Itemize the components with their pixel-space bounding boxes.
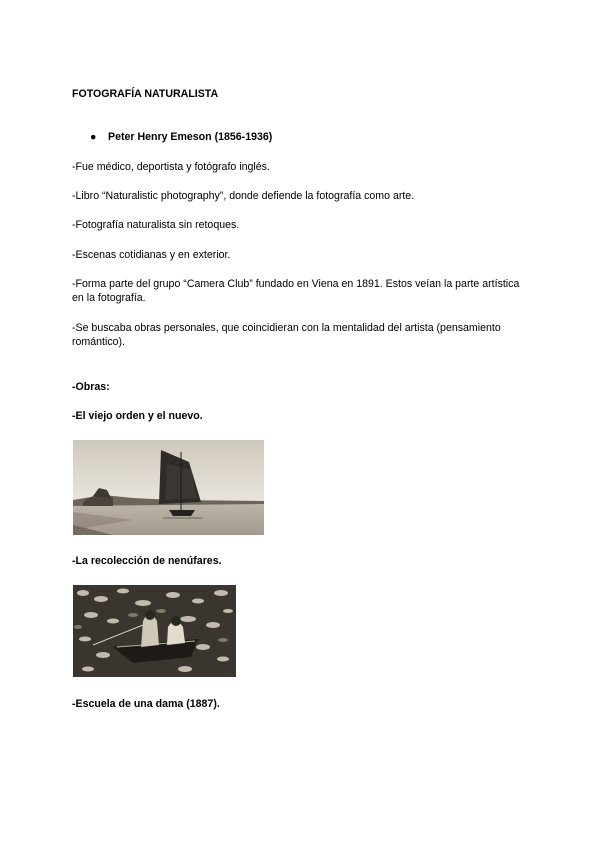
point-4: -Escenas cotidianas y en exterior. [72, 249, 231, 261]
point-2: -Libro “Naturalistic photography”, donde defiende la fotografía como arte. [72, 190, 415, 202]
point-1: -Fue médico, deportista y fotógrafo inglés. [72, 161, 270, 173]
point-3: -Fotografía naturalista sin retoques. [72, 219, 240, 231]
document-heading: FOTOGRAFÍA NATURALISTA [72, 88, 219, 100]
work-title-2: -La recolección de nenúfares. [72, 555, 222, 567]
work-title-1: -El viejo orden y el nuevo. [72, 410, 203, 422]
author-name: Peter Henry Emeson (1856-1936) [108, 131, 273, 143]
works-heading: -Obras: [72, 381, 110, 393]
photo-water-lilies [73, 585, 236, 677]
photo-old-and-new-order [73, 440, 264, 535]
point-6: -Se buscaba obras personales, que coincidieran con la mentalidad del artista (pensamiento romántico). [72, 322, 501, 348]
bullet-icon: ● [90, 131, 97, 143]
point-5: -Forma parte del grupo “Camera Club” fundado en Viena en 1891. Estos veían la parte artística en la fotografía. [72, 278, 520, 304]
work-title-3: -Escuela de una dama (1887). [72, 698, 220, 710]
